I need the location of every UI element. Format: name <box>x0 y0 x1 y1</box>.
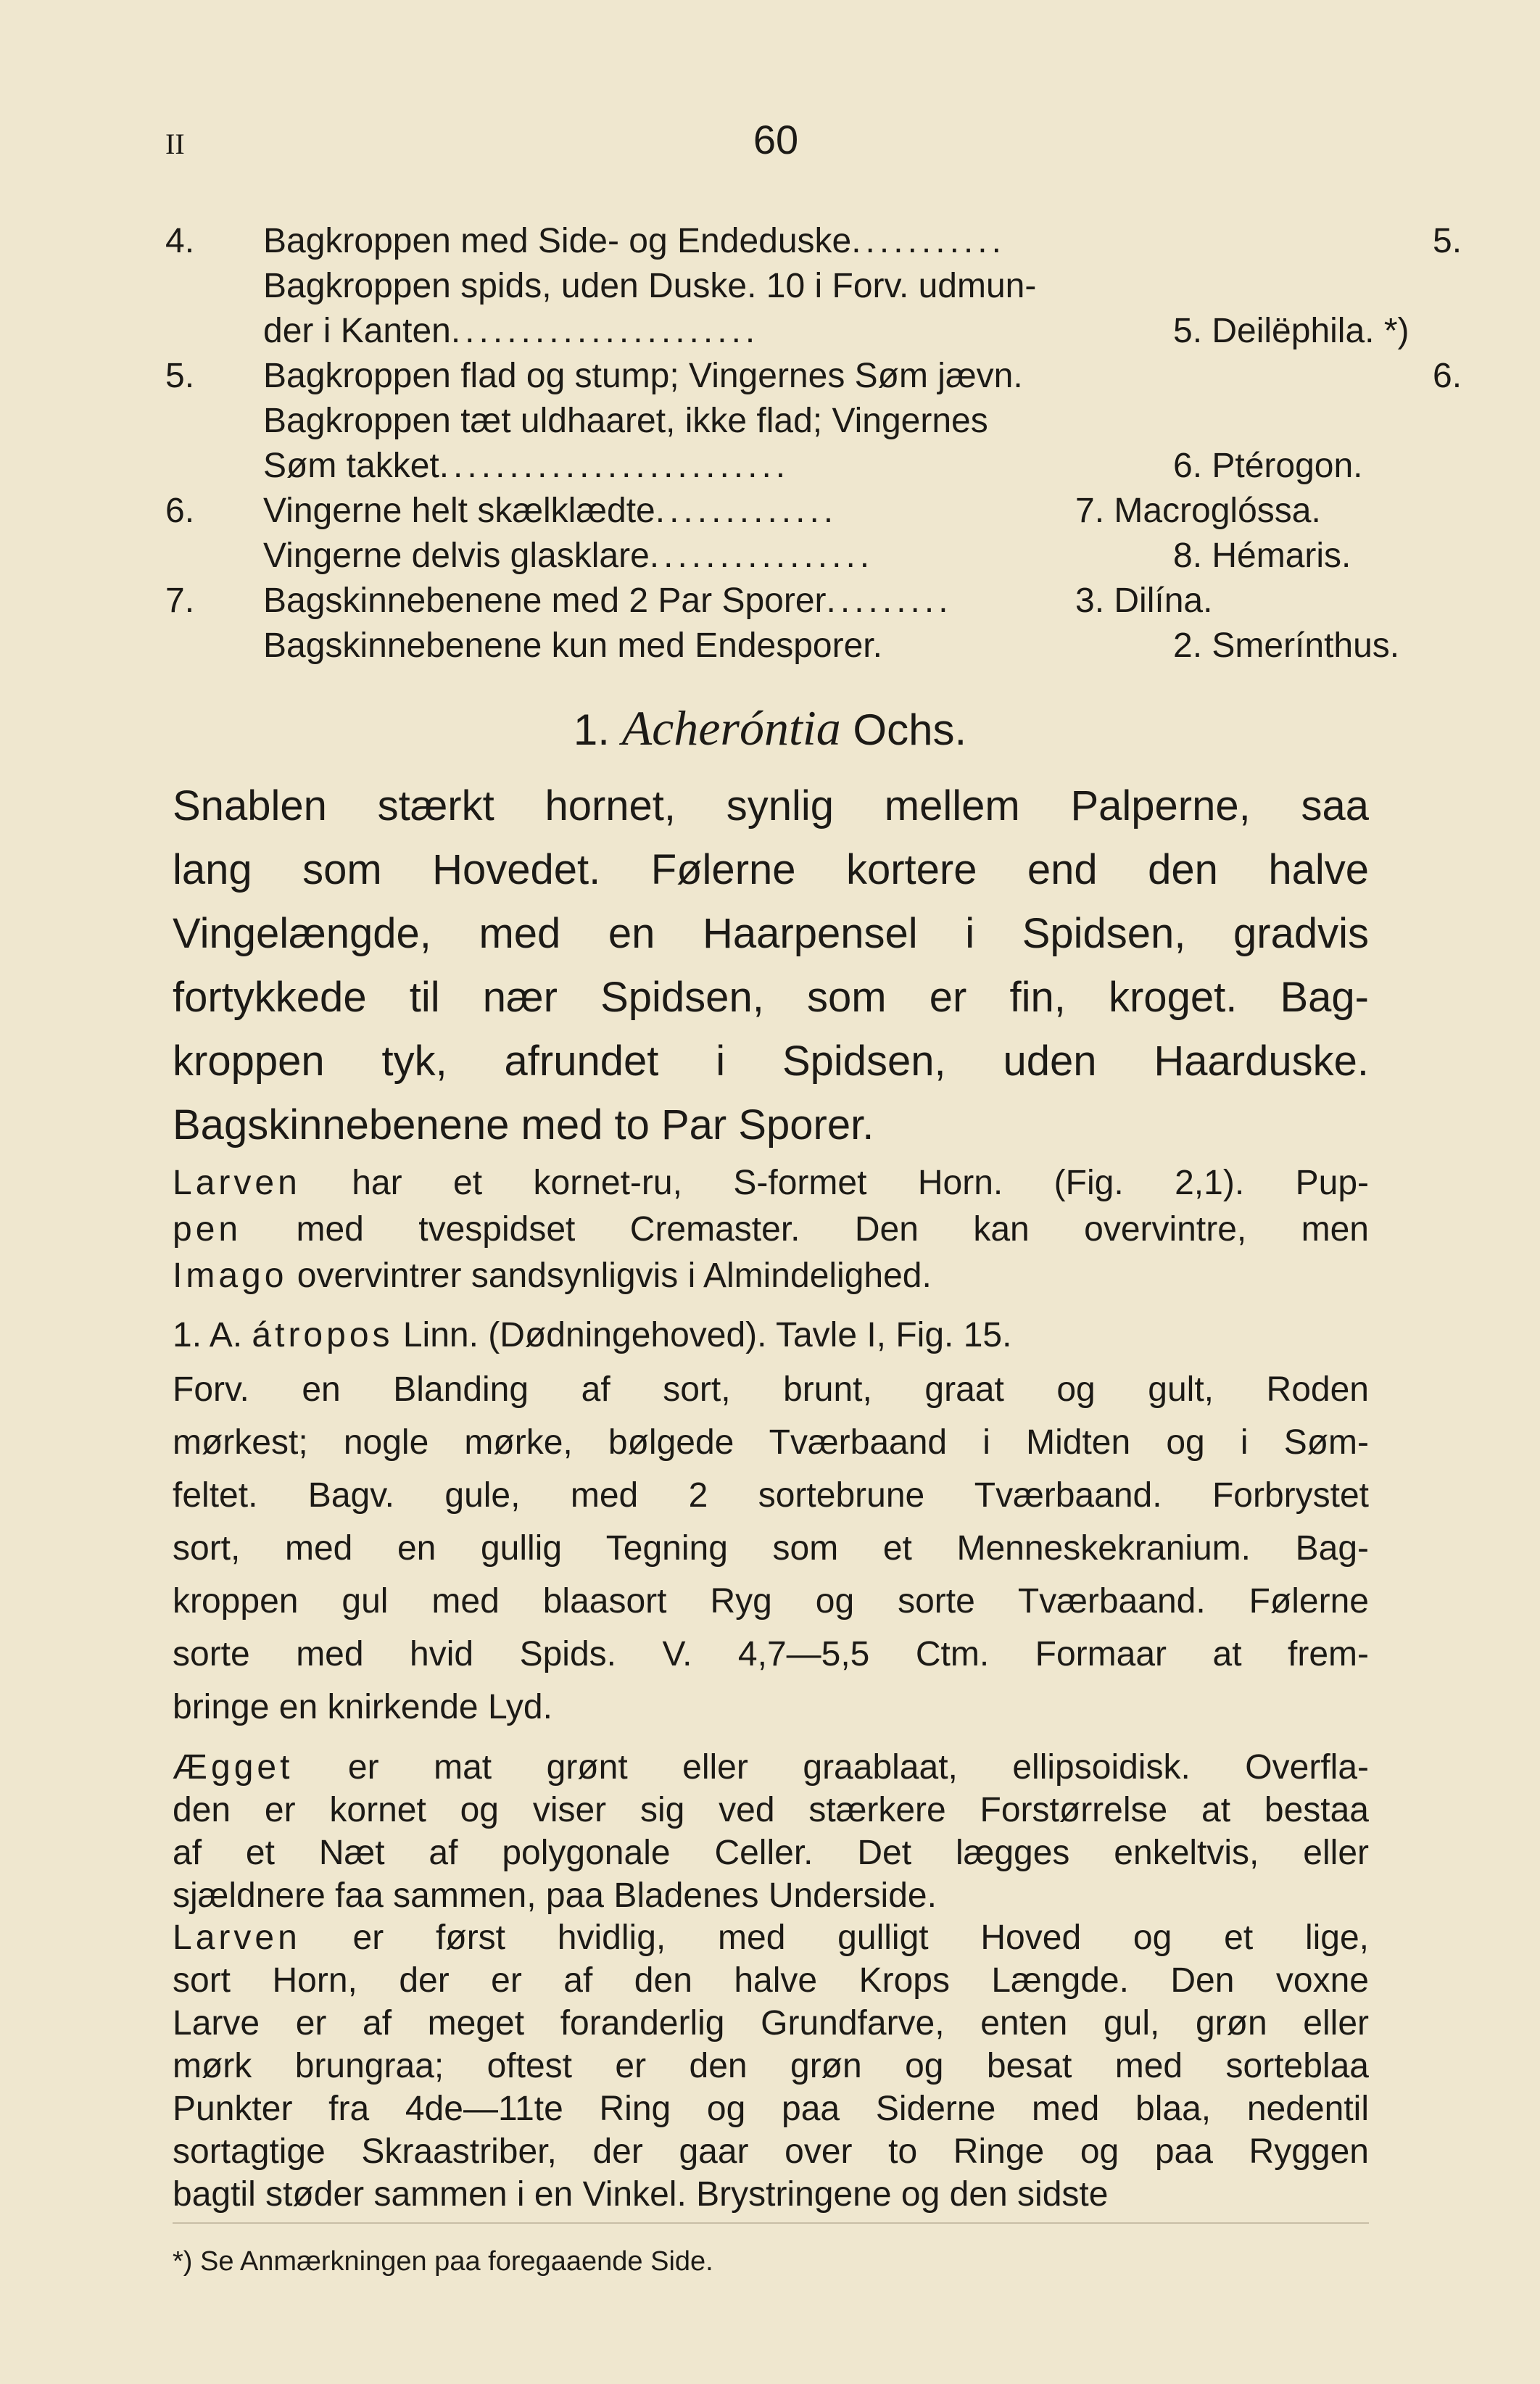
key-reference: 7. Macroglóssa. <box>1075 492 1321 530</box>
key-text-content: der i Kanten <box>263 312 451 350</box>
genus-description <box>173 774 1369 1157</box>
species-description-line: Forv. en Blanding af sort, brunt, graat og gult, Roden <box>173 1370 1369 1409</box>
egg-line <box>173 1746 1369 1789</box>
footnote-rule <box>173 2222 1369 2224</box>
key-text-content: Vingerne delvis glasklare <box>263 537 650 575</box>
key-text <box>263 266 1036 306</box>
species-prefix: 1. A. <box>173 1316 252 1354</box>
key-reference: 3. Dilína. <box>1075 581 1213 620</box>
larva-note-line <box>173 1207 1369 1253</box>
key-reference: 5. <box>1433 222 1462 260</box>
larva-line <box>173 1959 1369 2002</box>
key-text <box>263 401 988 441</box>
egg-line <box>173 1789 1369 1832</box>
key-leader-dots: ............. <box>655 492 838 530</box>
genus-description-line: lang som Hovedet. Følerne kortere end den halve <box>173 846 1369 893</box>
key-number: 5. <box>165 357 195 395</box>
key-row <box>165 581 1369 626</box>
species-description <box>173 1363 1369 1734</box>
line-text: sjældnere faa sammen, paa Bladenes Underside. <box>173 1876 937 1915</box>
key-leader-dots: ......................... <box>439 447 790 485</box>
line-text: Larve er af meget foranderlig Grundfarve, enten gul, grøn eller <box>173 2004 1369 2042</box>
larva-line <box>173 2045 1369 2087</box>
spaced-word: Ægget <box>173 1748 294 1787</box>
key-reference: 6. Ptérogon. <box>1173 447 1363 485</box>
key-leader-dots: ........... <box>851 222 1006 260</box>
larva-line <box>173 2130 1369 2173</box>
key-number: 6. <box>165 492 195 530</box>
genus-description-line: Bagskinnebenene med to Par Sporer. <box>173 1101 874 1148</box>
page-number: 60 <box>753 117 799 162</box>
species-description-line: bringe en knirkende Lyd. <box>173 1688 552 1726</box>
key-row <box>165 221 1462 266</box>
genus-description-line: kroppen tyk, afrundet i Spidsen, uden Haarduske. <box>173 1038 1369 1085</box>
line-text: Punkter fra 4de—11te Ring og paa Siderne med blaa, nedentil <box>173 2090 1369 2128</box>
spaced-word: Larven <box>173 1164 301 1202</box>
key-number: 4. <box>165 222 195 260</box>
species-name: átropos <box>252 1316 394 1354</box>
footnote: *) Se Anmærkningen paa foregaaende Side. <box>173 2246 713 2277</box>
egg-line <box>173 1832 1369 1874</box>
egg-description <box>173 1746 1369 1917</box>
key-row <box>263 536 1369 581</box>
spaced-word: Imago <box>173 1257 288 1295</box>
genus-heading <box>0 700 1540 757</box>
line-text: mørk brungraa; oftest er den grøn og besat med sorteblaa <box>173 2047 1369 2085</box>
line-text: er først hvidlig, med gulligt Hoved og et lige, <box>300 1919 1369 1957</box>
key-leader-dots: ......... <box>826 581 953 620</box>
identification-key <box>165 221 1462 671</box>
key-text-content: Vingerne helt skælklædte <box>263 492 655 530</box>
key-row <box>263 626 1400 671</box>
key-row <box>165 491 1369 536</box>
line-text: med tvespidset Cremaster. Den kan overvintre, men <box>241 1210 1369 1249</box>
genus-name: Acheróntia <box>621 700 841 756</box>
section-number: II <box>165 128 185 160</box>
key-reference: 2. Smerínthus. <box>1173 626 1400 665</box>
larva-note-line <box>173 1160 1369 1207</box>
key-reference: 8. Hémaris. <box>1173 537 1351 575</box>
key-text <box>263 356 1023 396</box>
key-text-content: Bagkroppen med Side- og Endeduske <box>263 222 852 260</box>
key-text <box>263 446 790 486</box>
genus-description-line: Vingelængde, med en Haarpensel i Spidsen, gradvis <box>173 910 1369 957</box>
line-text: bagtil støder sammen i en Vinkel. Brystringene og den sidste <box>173 2175 1109 2214</box>
egg-line <box>173 1874 1369 1917</box>
species-description-line: sorte med hvid Spids. V. 4,7—5,5 Ctm. Formaar at frem- <box>173 1635 1369 1673</box>
key-row <box>263 446 1369 491</box>
line-text: er mat grønt eller graablaat, ellipsoidisk. Overfla- <box>293 1748 1369 1787</box>
key-text-content: Bagskinnebenene med 2 Par Sporer <box>263 581 827 620</box>
key-text <box>263 581 953 621</box>
line-text: af et Næt af polygonale Celler. Det lægges enkeltvis, eller <box>173 1834 1369 1872</box>
larva-line <box>173 2173 1369 2216</box>
line-text: sort Horn, der er af den halve Krops Længde. Den voxne <box>173 1961 1369 2000</box>
key-reference: 6. <box>1433 357 1462 395</box>
key-text <box>263 536 874 576</box>
larva-note-line <box>173 1253 1369 1299</box>
key-reference: 5. Deilëphila. *) <box>1173 312 1409 350</box>
species-description-line: feltet. Bagv. gule, med 2 sortebrune Tværbaand. Forbrystet <box>173 1476 1369 1515</box>
larva-line <box>173 2002 1369 2045</box>
key-row <box>263 311 1409 356</box>
larva-description <box>173 1916 1369 2216</box>
key-number: 7. <box>165 581 195 620</box>
key-row <box>165 356 1462 401</box>
spaced-word: pen <box>173 1210 242 1249</box>
species-rest: Linn. (Dødningehoved). Tavle I, Fig. 15. <box>393 1316 1012 1354</box>
species-description-line: kroppen gul med blaasort Ryg og sorte Tværbaand. Følerne <box>173 1582 1369 1621</box>
genus-description-line: Snablen stærkt hornet, synlig mellem Palperne, saa <box>173 782 1369 829</box>
key-row <box>263 266 1369 311</box>
key-text-content: Bagkroppen flad og stump; Vingernes Søm jævn. <box>263 357 1023 395</box>
species-description-line: sort, med en gullig Tegning som et Menneskekranium. Bag- <box>173 1529 1369 1568</box>
key-leader-dots: ...................... <box>450 312 760 350</box>
spaced-word: Larven <box>173 1919 301 1957</box>
key-text <box>263 311 759 351</box>
key-text-content: Bagskinnebenene kun med Endesporer. <box>263 626 882 665</box>
species-description-line: mørkest; nogle mørke, bølgede Tværbaand i Midten og i Søm- <box>173 1423 1369 1462</box>
line-text: sortagtige Skraastriber, der gaar over to Ringe og paa Ryggen <box>173 2132 1369 2171</box>
key-row <box>263 401 1369 446</box>
species-heading <box>173 1312 1369 1359</box>
key-leader-dots: ................ <box>649 537 874 575</box>
line-text: har et kornet-ru, S-formet Horn. (Fig. 2,1). Pup- <box>300 1164 1369 1202</box>
larva-note <box>173 1160 1369 1299</box>
key-text <box>263 221 1006 261</box>
genus-number: 1. <box>573 705 610 754</box>
genus-author: Ochs. <box>853 705 967 754</box>
key-text <box>263 491 837 531</box>
key-text <box>263 626 882 666</box>
line-text: overvintrer sandsynligvis i Almindelighed. <box>287 1257 932 1295</box>
larva-line <box>173 1916 1369 1959</box>
key-text-content: Bagkroppen spids, uden Duske. 10 i Forv. udmun- <box>263 267 1037 305</box>
key-text-content: Bagkroppen tæt uldhaaret, ikke flad; Vingernes <box>263 402 988 440</box>
line-text: den er kornet og viser sig ved stærkere Forstørrelse at bestaa <box>173 1791 1369 1829</box>
larva-line <box>173 2087 1369 2130</box>
key-text-content: Søm takket <box>263 447 439 485</box>
genus-description-line: fortykkede til nær Spidsen, som er fin, kroget. Bag- <box>173 974 1369 1021</box>
